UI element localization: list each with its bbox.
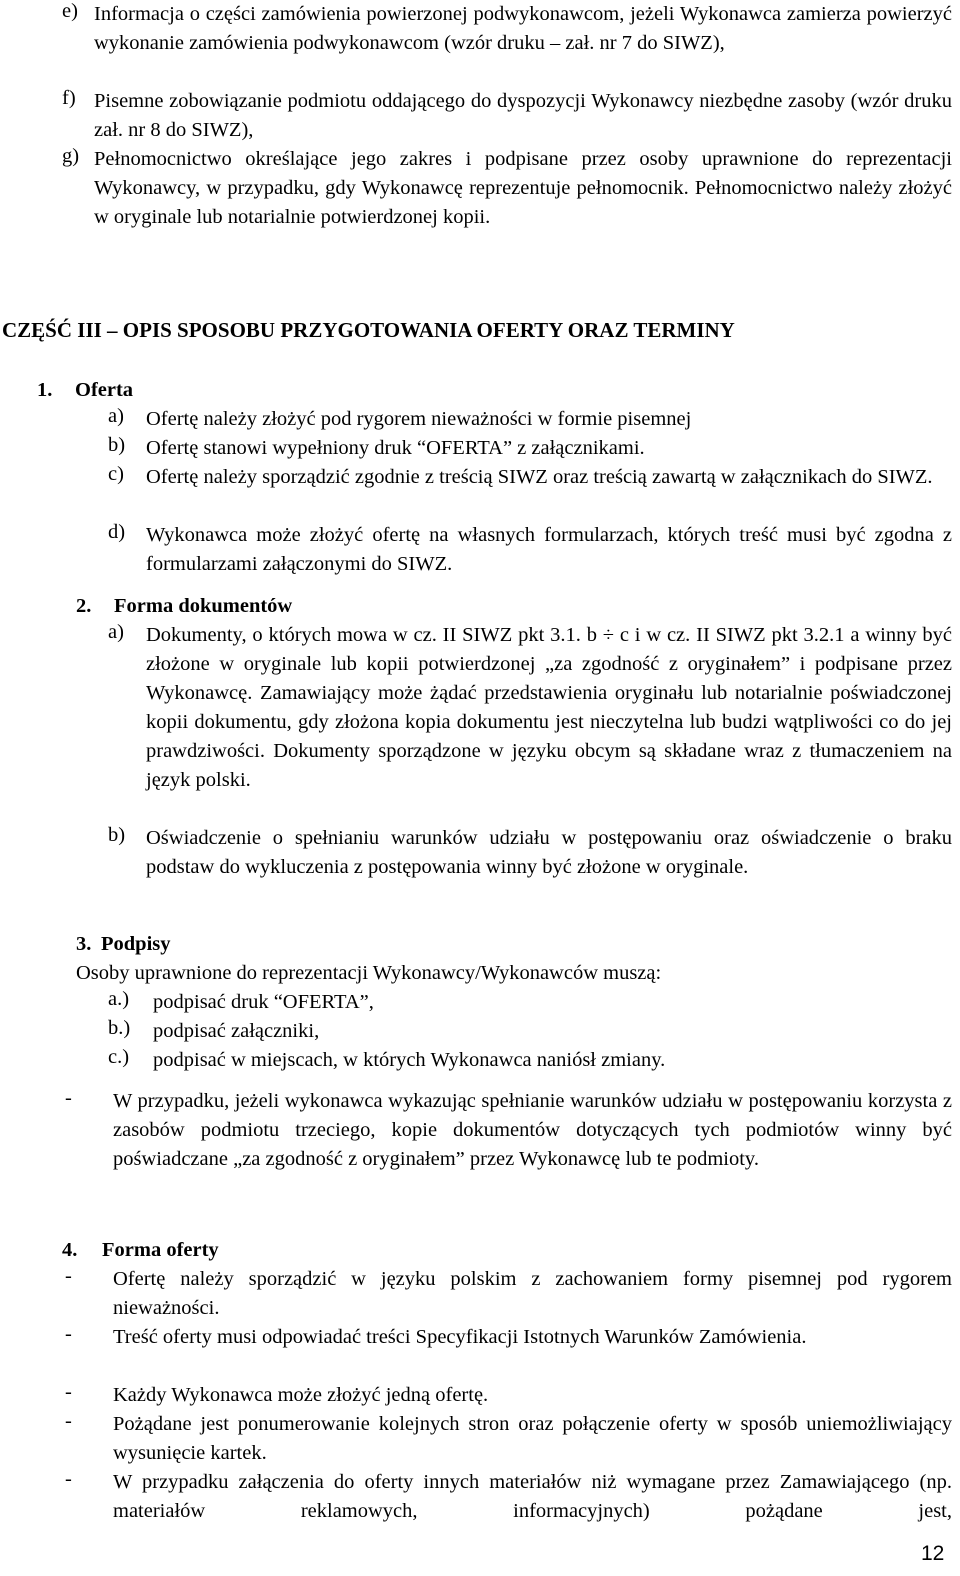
list-item-text: podpisać w miejscach, w których Wykonawca naniósł zmiany.	[153, 1049, 666, 1071]
list-item-label: -	[65, 1410, 72, 1432]
list-item-text: Pożądane jest ponumerowanie kolejnych stron oraz połączenie oferty w sposób uniemożliwiający wysunięcie kartek.	[113, 1413, 952, 1464]
list-item-label: -	[65, 1323, 72, 1345]
dash-item-s4-1	[65, 1265, 952, 1323]
list-item-label: f)	[62, 87, 76, 109]
list-item-text: Ofertę należy sporządzić w języku polskim z zachowaniem formy pisemnej pod rygorem nieważności.	[113, 1268, 952, 1319]
subsection-number: 1.	[37, 379, 53, 401]
list-item-s2-b	[108, 824, 952, 882]
subsection-title: Forma oferty	[102, 1239, 219, 1261]
list-item-label: -	[65, 1087, 72, 1109]
list-item-label: -	[65, 1468, 72, 1490]
list-item-text: podpisać załączniki,	[153, 1020, 320, 1042]
list-item-label: b.)	[108, 1017, 131, 1039]
list-item-label: b)	[108, 824, 126, 846]
page-number: 12	[921, 1542, 945, 1565]
dash-item-s4-5	[65, 1468, 952, 1526]
list-item-s1-d	[108, 521, 952, 579]
subsection-title: Podpisy	[101, 933, 171, 955]
subsection-title-1	[37, 376, 133, 405]
list-item-text: Oświadczenie o spełnianiu warunków udziału w postępowaniu oraz oświadczenie o braku podstaw do wykluczenia z postępowania winny być złożone w oryginale.	[146, 827, 952, 878]
list-item-text: W przypadku załączenia do oferty innych materiałów niż wymagane przez Zamawiającego (np. materiałów reklamowych, informacyjnych) pożądane jest,	[113, 1471, 952, 1522]
dash-item-s4-2	[65, 1323, 952, 1352]
list-item-label: c)	[108, 463, 124, 485]
list-item-g	[62, 145, 952, 232]
list-item-s2-a	[108, 621, 952, 795]
subsection-number: 4.	[62, 1239, 78, 1261]
list-item-label: a.)	[108, 988, 130, 1010]
list-item-text: Ofertę należy sporządzić zgodnie z treścią SIWZ oraz treścią zawartą w załącznikach do SIWZ.	[146, 466, 933, 488]
subsection-title: Forma dokumentów	[114, 595, 293, 617]
list-item-text: Wykonawca może złożyć ofertę na własnych formularzach, których treść musi być zgodna z formularzami załączonymi do SIWZ.	[146, 524, 952, 575]
list-item-e	[62, 0, 952, 58]
list-item-text: Każdy Wykonawca może złożyć jedną ofertę.	[113, 1384, 489, 1406]
subsection-number: 2.	[76, 595, 92, 617]
list-item-text: Informacja o części zamówienia powierzonej podwykonawcom, jeżeli Wykonawca zamierza powierzyć wykonanie zamówienia podwykonawcom (wzór druku – zał. nr 7 do SIWZ),	[94, 3, 952, 54]
subsection-number: 3.	[76, 933, 92, 955]
subsection-title-2	[76, 592, 292, 621]
list-item-s3-a	[108, 988, 952, 1017]
list-item-text: Pisemne zobowiązanie podmiotu oddającego do dyspozycji Wykonawcy niezbędne zasoby (wzór druku zał. nr 8 do SIWZ),	[94, 90, 952, 141]
list-item-label: -	[65, 1265, 72, 1287]
list-item-label: d)	[108, 521, 126, 543]
list-item-text: Pełnomocnictwo określające jego zakres i podpisane przez osoby uprawnione do reprezentacji Wykonawcy, w przypadku, gdy Wykonawcę reprezentuje pełnomocnik. Pełnomocnictwo należy złożyć w oryginale lub notarialnie potwierdzonej kopii.	[94, 148, 952, 228]
section-heading: CZĘŚĆ III – OPIS SPOSOBU PRZYGOTOWANIA OFERTY ORAZ TERMINY	[2, 318, 735, 342]
list-item-label: a)	[108, 621, 124, 643]
dash-item-s4-3	[65, 1381, 952, 1410]
subsection-intro: Osoby uprawnione do reprezentacji Wykonawcy/Wykonawców muszą:	[76, 962, 662, 984]
dash-item-s4-4	[65, 1410, 952, 1468]
list-item-s1-a	[108, 405, 952, 434]
list-item-label: b)	[108, 434, 126, 456]
subsection-title-3	[76, 930, 171, 959]
subsection-title-4	[62, 1236, 219, 1265]
list-item-label: c.)	[108, 1046, 130, 1068]
subsection-title: Oferta	[75, 379, 134, 401]
list-item-label: -	[65, 1381, 72, 1403]
list-item-s1-b	[108, 434, 952, 463]
list-item-s3-b	[108, 1017, 952, 1046]
list-item-text: W przypadku, jeżeli wykonawca wykazując spełnianie warunków udziału w postępowaniu korzysta z zasobów podmiotu trzeciego, kopie dokumentów dotyczących tych podmiotów winny być poświadczane „za zgodność z oryginałem” przez Wykonawcę lub te podmioty.	[113, 1090, 952, 1170]
dash-item-s3	[65, 1087, 952, 1174]
list-item-s3-c	[108, 1046, 952, 1075]
list-item-f	[62, 87, 952, 145]
list-item-s1-c	[108, 463, 952, 492]
list-item-text: Ofertę stanowi wypełniony druk “OFERTA” z załącznikami.	[146, 437, 645, 459]
list-item-label: e)	[62, 0, 78, 22]
list-item-text: Dokumenty, o których mowa w cz. II SIWZ pkt 3.1. b ÷ c i w cz. II SIWZ pkt 3.2.1 a winny być złożone w oryginale lub kopii potwierdzonej „za zgodność z oryginałem” i podpisane przez Wykonawcę. Zamawiający może żądać przedstawienia oryginału lub notarialnie poświadczonej kopii dokumentu, gdy złożona kopia dokumentu jest nieczytelna lub budzi wątpliwości co do jej prawdziwości. Dokumenty sporządzone w języku obcym są składane wraz z tłumaczeniem na język polski.	[146, 624, 952, 791]
list-item-text: Treść oferty musi odpowiadać treści Specyfikacji Istotnych Warunków Zamówienia.	[113, 1326, 807, 1348]
list-item-label: a)	[108, 405, 124, 427]
list-item-text: podpisać druk “OFERTA”,	[153, 991, 374, 1013]
list-item-text: Ofertę należy złożyć pod rygorem nieważności w formie pisemnej	[146, 408, 692, 430]
list-item-label: g)	[62, 145, 80, 167]
